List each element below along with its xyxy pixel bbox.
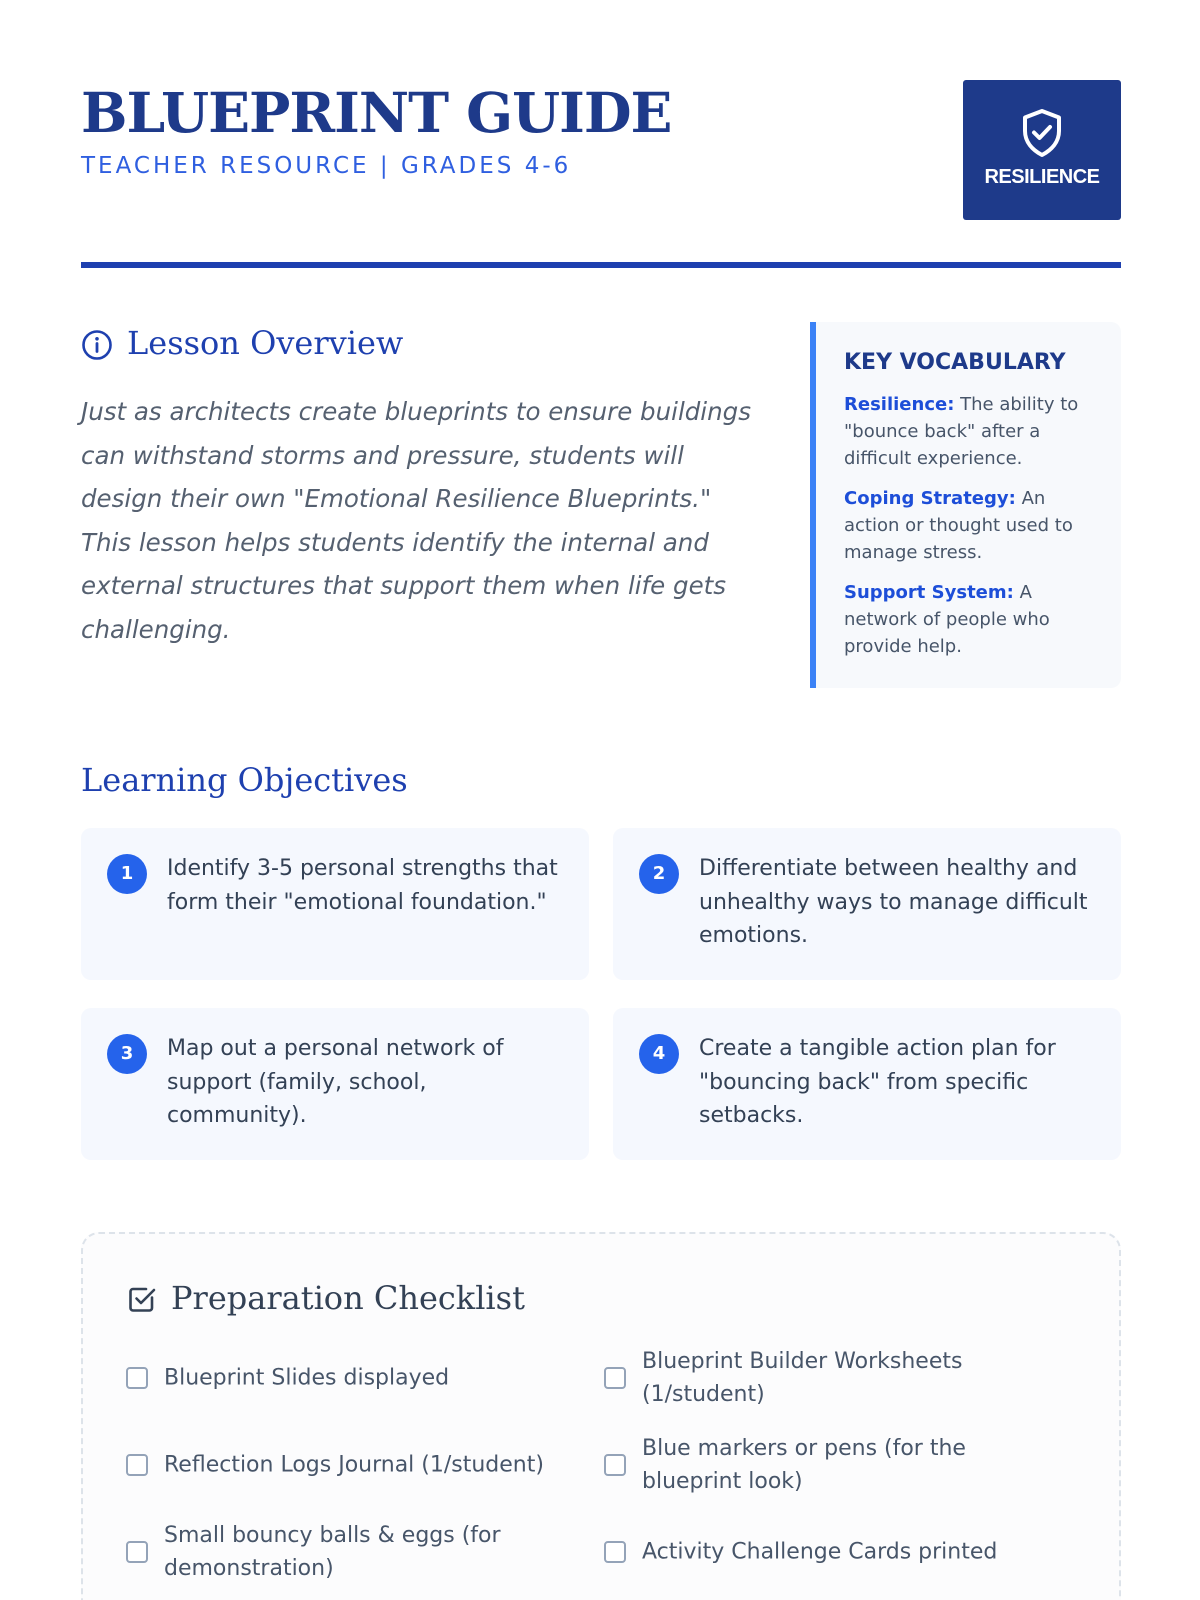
- vocab-item: [844, 579, 1101, 660]
- checklist-item[interactable]: [604, 1429, 1064, 1501]
- objective-text: Identify 3-5 personal strengths that form their "emotional foundation.": [167, 856, 558, 915]
- objective-number: 2: [639, 854, 679, 894]
- checkbox[interactable]: [604, 1541, 626, 1563]
- checklist-item-label: Blueprint Slides displayed: [164, 1365, 450, 1391]
- objective-card: [613, 828, 1121, 980]
- checkbox[interactable]: [126, 1367, 148, 1389]
- checklist-item-label: Reflection Logs Journal (1/student): [164, 1452, 544, 1478]
- checklist-item-label: Blueprint Builder Worksheets (1/student): [642, 1349, 963, 1407]
- header-divider: [81, 262, 1121, 268]
- objective-text: Differentiate between healthy and unhealthy ways to manage difficult emotions.: [699, 856, 1088, 948]
- vocab-term: Resilience:: [844, 394, 955, 415]
- objective-card: [613, 1008, 1121, 1160]
- info-circle-icon: [81, 329, 113, 361]
- preparation-checklist: [81, 1232, 1121, 1600]
- checklist-item-label: Blue markers or pens (for the blueprint look): [642, 1436, 966, 1494]
- checkbox-icon: [127, 1284, 157, 1314]
- page-subtitle: TEACHER RESOURCE | GRADES 4-6: [81, 153, 572, 179]
- checklist-title: Preparation Checklist: [171, 1279, 525, 1317]
- page-title: BLUEPRINT GUIDE: [81, 80, 672, 145]
- checkbox[interactable]: [126, 1541, 148, 1563]
- checkbox[interactable]: [604, 1454, 626, 1476]
- checklist-item[interactable]: [604, 1516, 1064, 1588]
- header: [81, 80, 1121, 220]
- checklist-item-label: Small bouncy balls & eggs (for demonstration): [164, 1523, 501, 1581]
- vocab-definition: An action or thought used to manage stress.: [844, 488, 1073, 563]
- vocab-term: Support System:: [844, 582, 1014, 603]
- badge-label: RESILIENCE: [984, 166, 1100, 188]
- vocab-term: Coping Strategy:: [844, 488, 1016, 509]
- checklist-item[interactable]: [126, 1516, 586, 1588]
- overview-title: Lesson Overview: [127, 324, 404, 362]
- objective-text: Create a tangible action plan for "bouncing back" from specific setbacks.: [699, 1036, 1056, 1128]
- vocab-definition: A network of people who provide help.: [844, 582, 1050, 657]
- objective-card: [81, 1008, 589, 1160]
- overview-text: Just as architects create blueprints to ensure buildings can withstand storms and pressure, students will design their own "Emotional Resilience Blueprints." This lesson helps students identify the internal and external structures that support them when life gets challenging.: [81, 397, 751, 644]
- checklist-item[interactable]: [604, 1342, 1064, 1414]
- key-vocabulary-panel: [810, 322, 1121, 688]
- checkbox[interactable]: [126, 1454, 148, 1476]
- vocab-item: [844, 391, 1101, 472]
- vocab-definition: The ability to "bounce back" after a difficult experience.: [844, 394, 1079, 469]
- vocabulary-title: KEY VOCABULARY: [844, 350, 1066, 375]
- topic-badge: [963, 80, 1121, 220]
- checklist-item-label: Activity Challenge Cards printed: [642, 1539, 998, 1565]
- checkbox[interactable]: [604, 1367, 626, 1389]
- checklist-item[interactable]: [126, 1429, 586, 1501]
- objective-number: 4: [639, 1034, 679, 1074]
- objective-number: 3: [107, 1034, 147, 1074]
- objective-text: Map out a personal network of support (family, school, community).: [167, 1036, 504, 1128]
- objectives-title: Learning Objectives: [81, 761, 408, 799]
- objective-number: 1: [107, 854, 147, 894]
- vocab-item: [844, 485, 1101, 566]
- shield-check-icon: [1020, 108, 1064, 158]
- objective-card: [81, 828, 589, 980]
- checklist-item[interactable]: [126, 1342, 586, 1414]
